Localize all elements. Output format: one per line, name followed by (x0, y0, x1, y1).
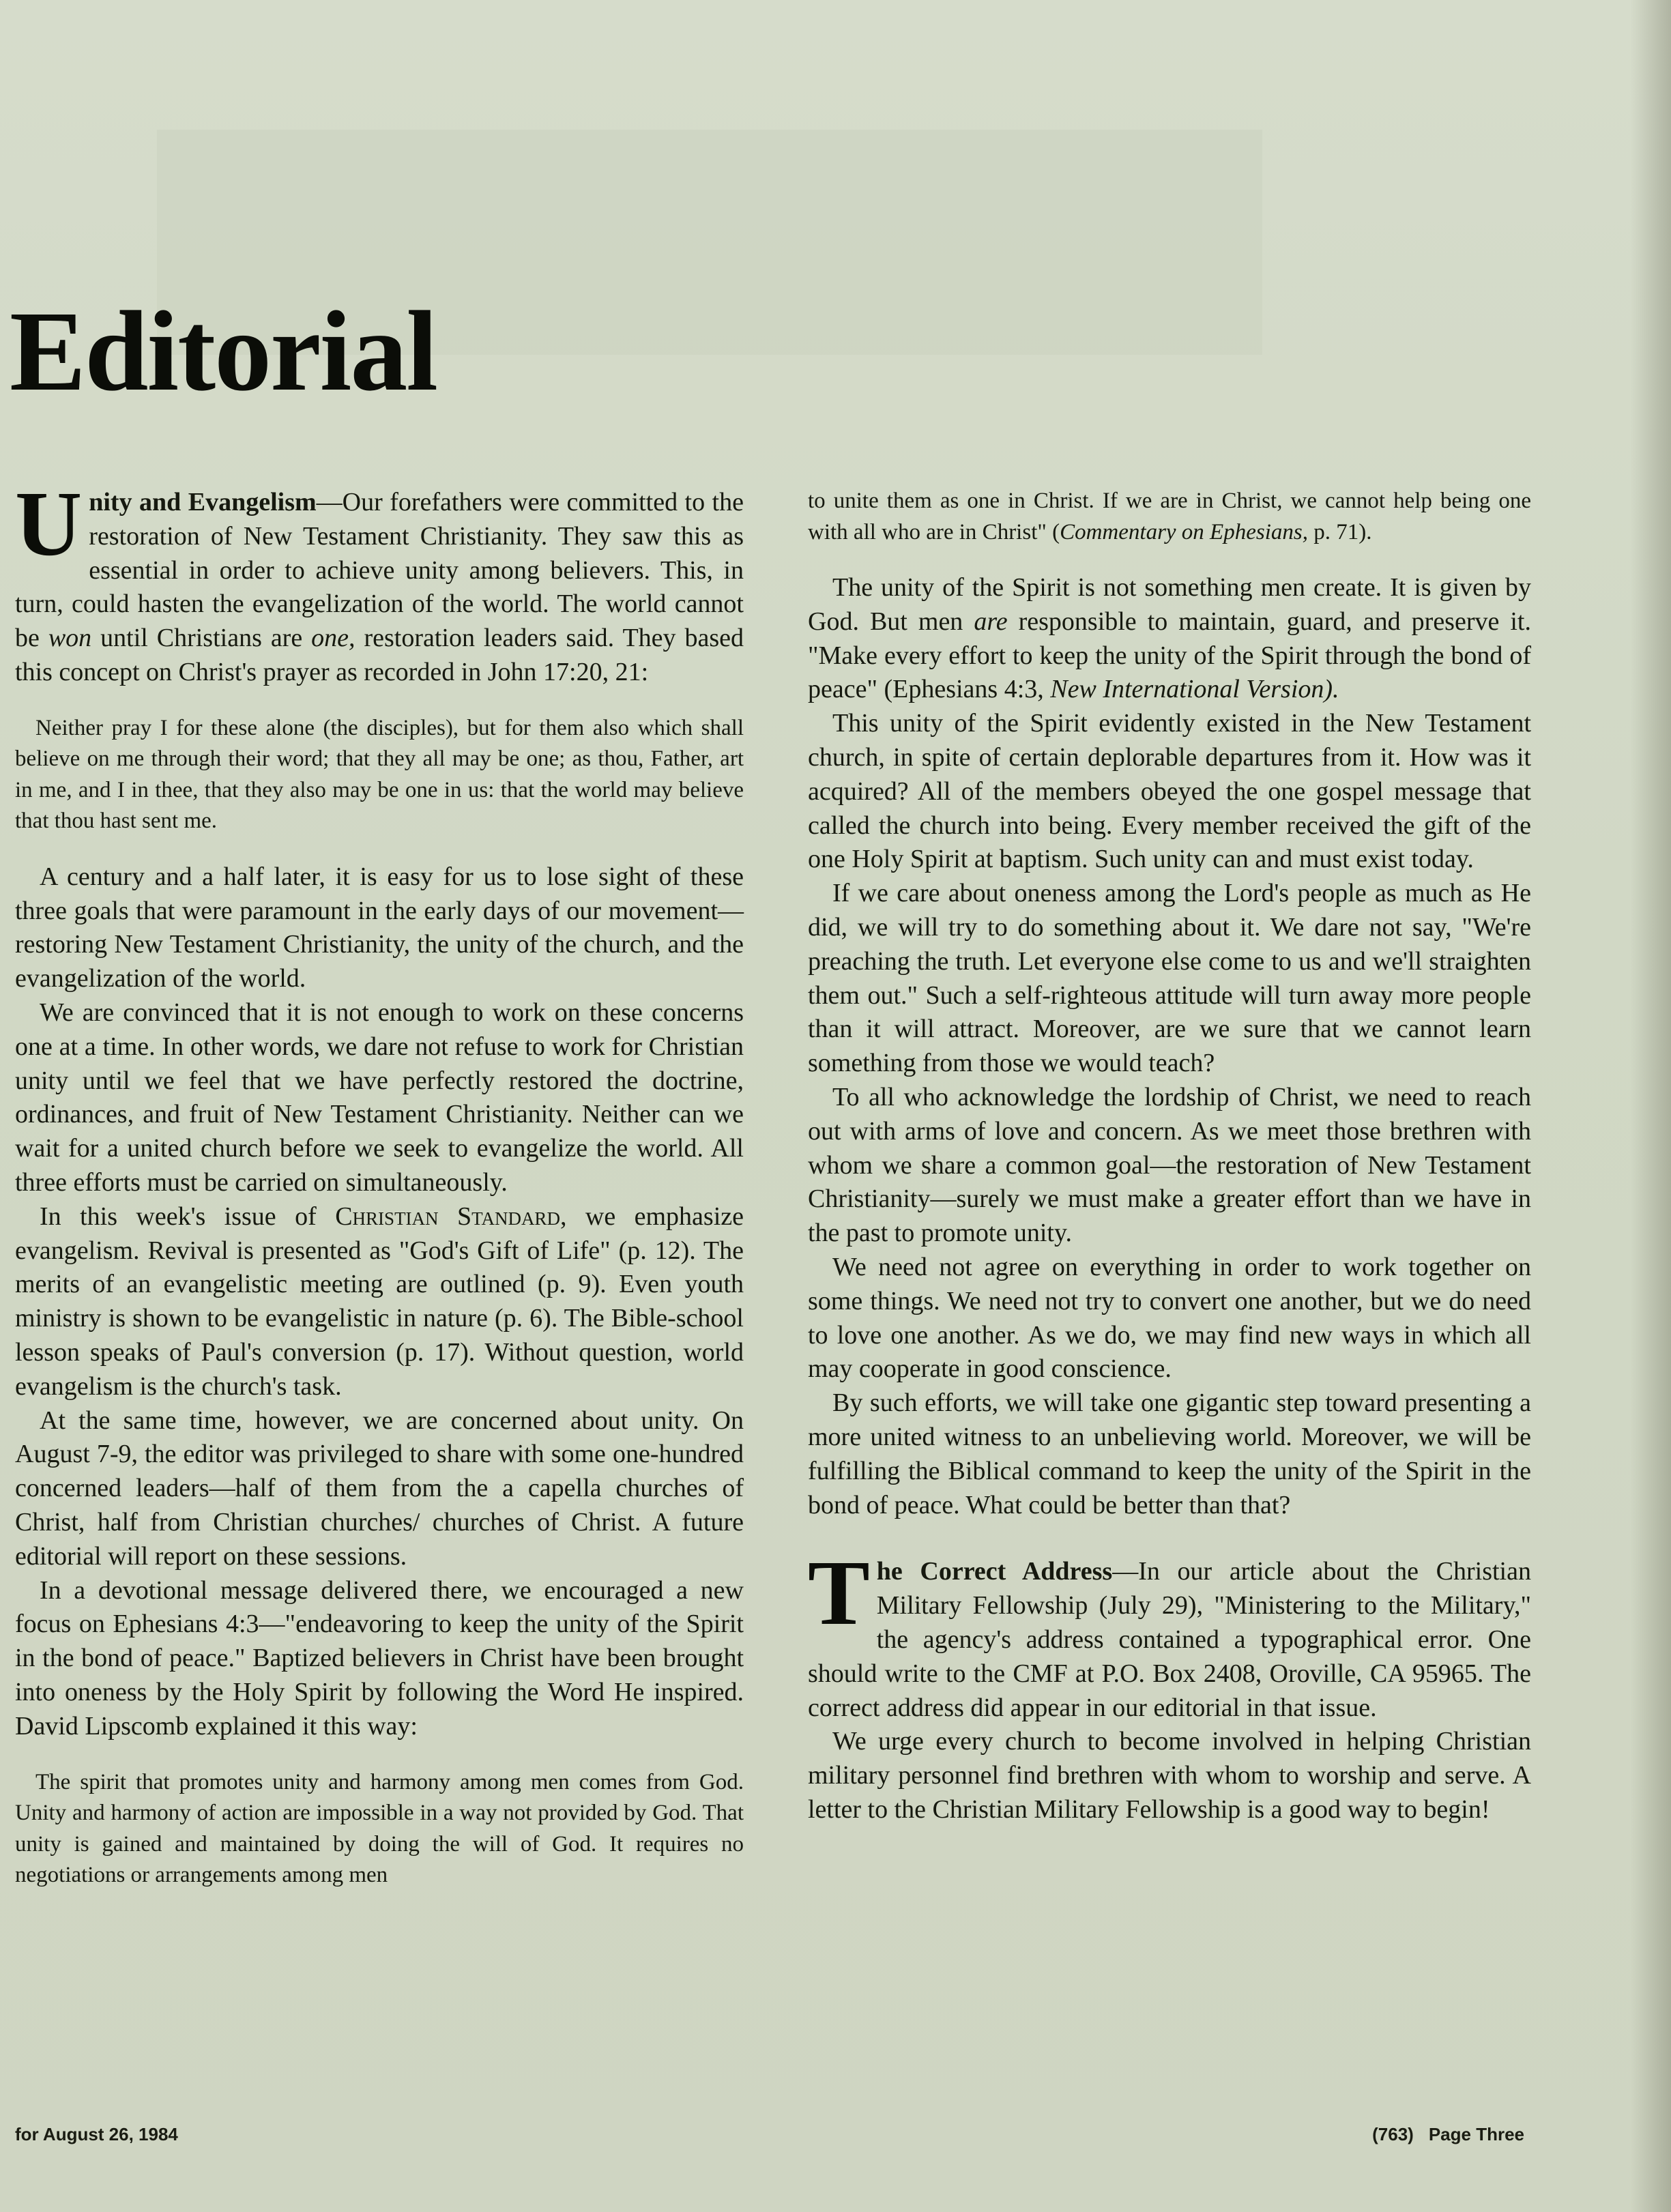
left-column (15, 473, 744, 1891)
page-label: Page Three (1428, 2124, 1524, 2144)
unity-paragraph-3: We are convinced that it is not enough to work on these concerns one at a time. In other words, we dare not refuse to work for Christian unity until we feel that we have perfectly restored the doctrine, ordinances, and fruit of New Testament Christianity. Neither can we wait for a united church before we seek to evangelize the world. All three efforts must be carried on simultaneously. (15, 998, 744, 1197)
lipscomb-quote: The spirit that promotes unity and harmony among men comes from God. Unity and harmony of action are impossible in a way not provided by God. That unity is gained and maintained by doing the will of God. It requires no negotiations or arrangements among men (15, 1769, 744, 1887)
unity-lead: nity and Evangelism (89, 488, 317, 516)
unity-paragraph-7: The unity of the Spirit is not something men create. It is given by God. But men are responsible to maintain, guard, and preserve it. "Make every effort to keep the unity of the Spirit through the bond of peace" (Ephesians 4:3, New International Version). (808, 573, 1531, 704)
address-paragraph-1: The Correct Address—In our article about the Christian Military Fellowship (July 29), "Ministering to the Military," the agency's address contained a typographical error. One should write to the CMF at P.O. Box 2408, Oroville, CA 95965. The correct address did appear in our editorial in that issue. (808, 1542, 1531, 1722)
lipscomb-quote-continued: to unite them as one in Christ. If we are in Christ, we cannot help being one with all who are in Christ" (Commentary on Ephesians, p. 71). (808, 489, 1531, 544)
john-quote: Neither pray I for these alone (the disciples), but for them also which shall believe on me through their word; that they all may be one; as thou, Father, art in me, and I in thee, that they also may be one in us: that the world may believe that thou hast sent me. (15, 715, 744, 834)
address-lead: he Correct Address (876, 1557, 1113, 1586)
folio-number: (763) (1372, 2124, 1414, 2144)
magazine-name: Christian Standard (335, 1202, 560, 1231)
page-edge-shadow (1630, 0, 1671, 2212)
unity-paragraph-9: If we care about oneness among the Lord's people as much as He did, we will try to do something about it. We dare not say, "We're preaching the truth. Let everyone else come to us and we'll straighten them out." Such a self-righteous attitude will turn away more people than it will attract. Moreover, are we sure that we cannot learn something from those we would teach? (808, 879, 1531, 1078)
unity-paragraph-6: In a devotional message delivered there, we encouraged a new focus on Ephesians 4:3—"endeavoring to keep the unity of the Spirit in the bond of peace." Baptized believers in Christ have been brought into oneness by the Holy Spirit by following the Word He inspired. David Lipscomb explained it this way: (15, 1575, 744, 1741)
masthead-title: Editorial (10, 287, 437, 415)
unity-paragraph-2: A century and a half later, it is easy for us to lose sight of these three goals that were paramount in the early days of our movement—restoring New Testament Christianity, the unity of the church, and the evangelization of the world. (15, 862, 744, 993)
issue-date: for August 26, 1984 (15, 2124, 178, 2144)
dropcap-t: T (808, 1542, 870, 1645)
unity-paragraph-10: To all who acknowledge the lordship of Christ, we need to reach out with arms of love and concern. As we meet those brethren with whom we share a common goal—the restoration of New Testament Christianity—surely we must make a greater effort than we have in the past to promote unity. (808, 1082, 1531, 1248)
unity-paragraph-4: In this week's issue of Christian Standard, we emphasize evangelism. Revival is presented as "God's Gift of Life" (p. 12). The merits of an evangelistic meeting are outlined (p. 9). Even youth ministry is shown to be evangelistic in nature (p. 6). The Bible-school lesson speaks of Paul's conversion (p. 17). Without question, world evangelism is the church's task. (15, 1202, 744, 1401)
unity-paragraph-11: We need not agree on everything in order to work together on some things. We need not try to convert one another, but we do need to love one another. As we do, we may find new ways in which all may cooperate in good conscience. (808, 1252, 1531, 1384)
unity-paragraph-8: This unity of the Spirit evidently existed in the New Testament church, in spite of certain deplorable departures from it. How was it acquired? All of the members obeyed the one gospel message that called the church into being. Every member received the gift of the one Holy Spirit at baptism. Such unity can and must exist today. (808, 709, 1531, 874)
address-paragraph-2: We urge every church to become involved in helping Christian military personnel find brethren with whom to worship and serve. A letter to the Christian Military Fellowship is a good way to begin! (808, 1727, 1531, 1824)
page-folio (1357, 2124, 1524, 2145)
unity-paragraph-12: By such efforts, we will take one gigantic step toward presenting a more united witness to an unbelieving world. Moreover, we will be fulfilling the Biblical command to keep the unity of the Spirit in the bond of peace. What could be better than that? (808, 1388, 1531, 1519)
dropcap-u: U (15, 473, 83, 575)
unity-paragraph-1: Unity and Evangelism—Our forefathers were committed to the restoration of New Testament Christianity. They saw this as essential in order to achieve unity among believers. This, in turn, could hasten the evangelization of the world. The world cannot be won until Christians are one, restoration leaders said. They based this concept on Christ's prayer as recorded in John 17:20, 21: (15, 473, 744, 686)
right-column (808, 486, 1531, 1827)
unity-paragraph-5: At the same time, however, we are concerned about unity. On August 7-9, the editor was privileged to share with some one-hundred concerned leaders—half of them from the a capella churches of Christ, half from Christian churches/ churches of Christ. A future editorial will report on these sessions. (15, 1406, 744, 1571)
